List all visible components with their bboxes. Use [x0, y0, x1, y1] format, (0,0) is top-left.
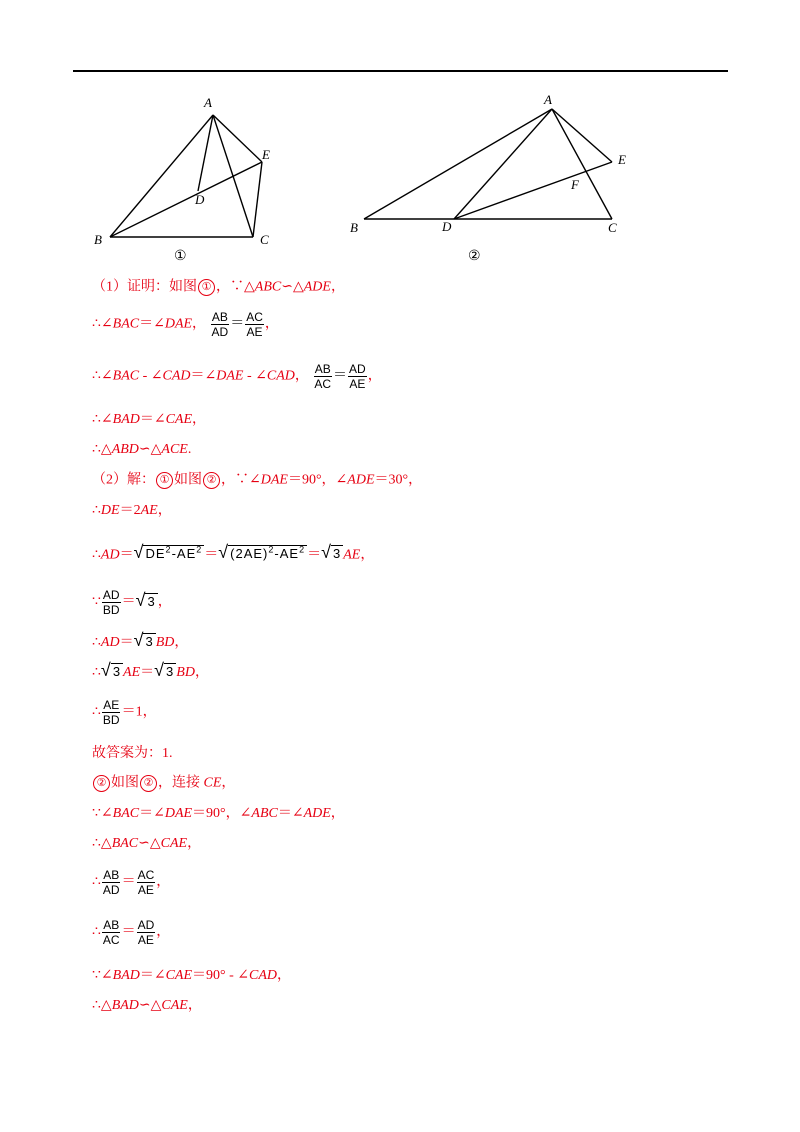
radical: √ $(2AE)^2-AE^2$ [218, 542, 306, 563]
fraction: $\frac{AC}{AE}$ [246, 310, 263, 339]
line-14: ② 如图 ② ，连接 CE， [92, 775, 235, 792]
radical: √ 3 [100, 660, 122, 680]
point-E: E [618, 152, 626, 167]
point-C: C [260, 232, 269, 247]
line-2: ∴∠BAC＝∠DAE， $\frac{AB}{AD}$ ＝ $\frac{AC}{AE}$ ， [92, 310, 279, 339]
radical: √ 3 [135, 589, 156, 610]
point-C: C [608, 220, 617, 235]
line-10: ∴AD＝√ 3 BD， [92, 630, 189, 650]
line-7: ∴DE＝2AE， [92, 503, 172, 518]
fraction: $\frac{AC}{AE}$ [137, 868, 155, 897]
fraction: $\frac{AE}{BD}$ [102, 698, 120, 727]
fraction: $\frac{AD}{BD}$ [102, 588, 120, 617]
point-F: F [571, 177, 579, 192]
radical: √ 3 [133, 630, 154, 650]
point-D: D [442, 219, 452, 234]
fraction: $\frac{AD}{AE}$ [349, 362, 366, 391]
radical: √ 3 [321, 542, 342, 563]
figure-1-caption: ① [174, 249, 187, 264]
line-17: ∴ $\frac{AB}{AD}$ ＝ $\frac{AC}{AE}$ ， [92, 868, 171, 897]
figure-2-caption: ② [468, 249, 481, 264]
radical: √ $DE^2-AE^2$ [133, 542, 203, 563]
line-19: ∵∠BAD＝∠CAE＝90° - ∠CAD， [92, 968, 292, 983]
fraction: $\frac{AD}{AE}$ [137, 918, 155, 947]
line-8: ∴AD＝√ $DE^2-AE^2$ ＝√ $(2AE)^2-AE^2$ ＝√ 3 AE， [92, 542, 375, 563]
line-3: ∴∠BAC - ∠CAD＝∠DAE - ∠CAD， $\frac{AB}{AC}$ ＝ $\frac{AD}{AE}$ ， [92, 362, 382, 391]
fraction: $\frac{AB}{AC}$ [102, 918, 120, 947]
point-B: B [350, 220, 358, 235]
figure-1 [80, 88, 300, 268]
point-A: A [204, 95, 212, 110]
point-D: D [195, 192, 205, 207]
point-E: E [262, 147, 270, 162]
line-16: ∴△BAC∽△CAE， [92, 836, 202, 851]
line-13: 故答案为：1. [92, 746, 173, 761]
line-4: ∴∠BAD＝∠CAE， [92, 412, 207, 427]
line-18: ∴ $\frac{AB}{AC}$ ＝ $\frac{AD}{AE}$ ， [92, 918, 171, 947]
line-12: ∴ $\frac{AE}{BD}$ ＝1， [92, 698, 157, 727]
fraction: $\frac{AB}{AD}$ [102, 868, 120, 897]
line-15: ∵∠BAC＝∠DAE＝90°，∠ABC＝∠ADE， [92, 806, 345, 821]
point-B: B [94, 232, 102, 247]
line-9: ∵ $\frac{AD}{BD}$ ＝√ 3 ， [92, 588, 172, 617]
line-6: （2）解： ① 如图 ② ，∵∠DAE＝90°，∠ADE＝30°， [92, 472, 423, 488]
line-20: ∴△BAD∽△CAE， [92, 998, 202, 1013]
header-rule [73, 70, 728, 72]
radical: √ 3 [154, 660, 175, 680]
point-A: A [544, 92, 552, 107]
fraction: $\frac{AB}{AD}$ [211, 310, 229, 339]
line-5: ∴△ABD∽△ACE. [92, 442, 192, 457]
line-1: （1）证明：如图 ① ，∵△ABC∽△ADE， [92, 279, 345, 295]
line-11: ∴√ 3 AE＝√ 3 BD， [92, 660, 209, 680]
figure-2 [340, 88, 640, 268]
fraction: $\frac{AB}{AC}$ [314, 362, 332, 391]
